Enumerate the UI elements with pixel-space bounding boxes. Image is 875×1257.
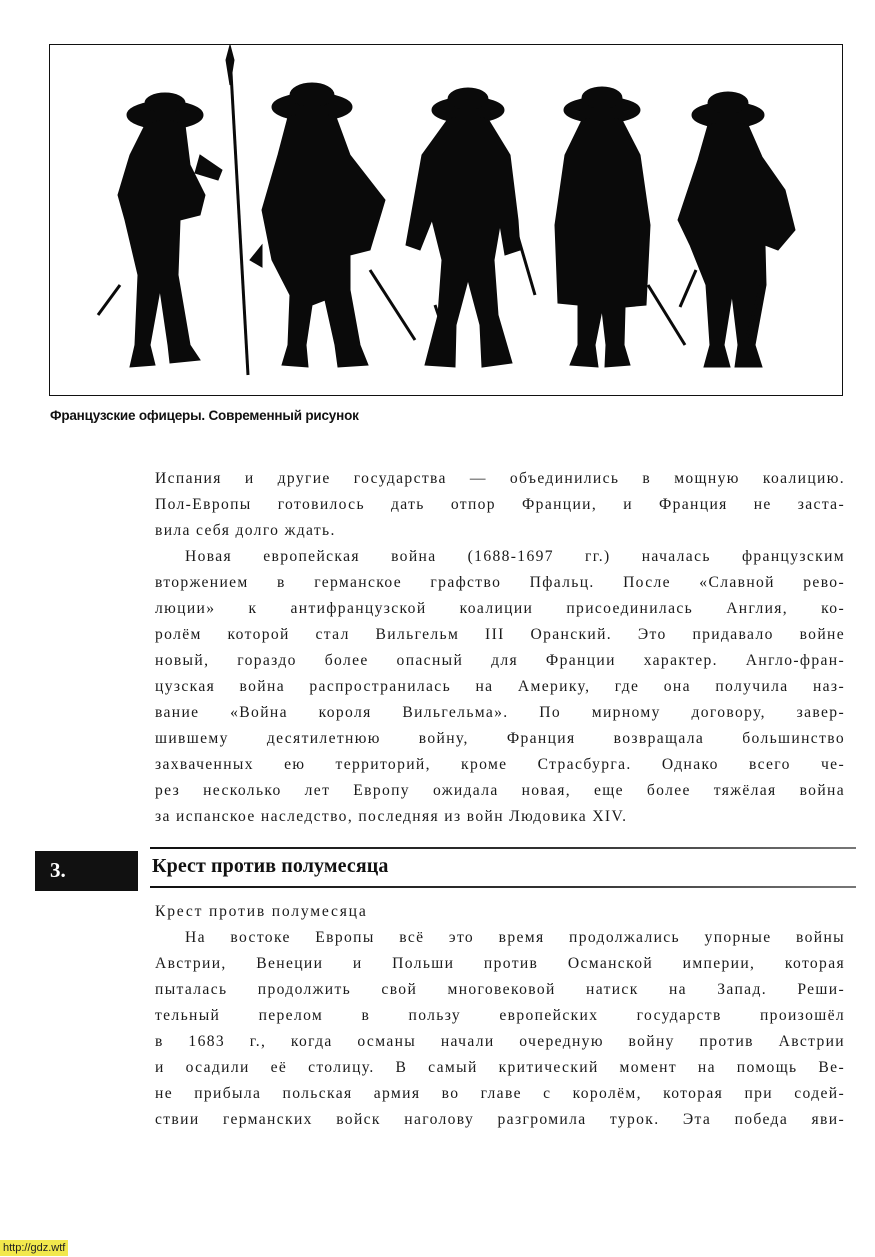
section-subtitle: Крест против полумесяца — [155, 903, 368, 920]
paragraphs-top — [155, 466, 845, 830]
text-line: пыталась продолжить свой многовековой натиск на Запад. Реши- — [155, 981, 845, 998]
text-line: Пол-Европы готовилось дать отпор Франции, и Франция не заста- — [155, 496, 845, 513]
officer-silhouette-1 — [98, 45, 248, 375]
text-line: Новая европейская война (1688-1697 гг.) началась французским — [185, 548, 845, 565]
text-line: новый, гораздо более опасный для Франции характер. Англо-фран- — [155, 652, 845, 669]
text-line: вторжением в германское графство Пфальц. После «Славной рево- — [155, 574, 845, 591]
text-line: в 1683 г., когда османы начали очередную войну против Австрии — [155, 1033, 845, 1050]
officer-silhouette-2 — [250, 83, 415, 367]
paragraphs-bottom — [155, 899, 845, 1133]
text-line: цузская война распространилась на Америку, где она получила наз- — [155, 678, 845, 695]
text-line: шившему десятилетнюю войну, Франция возвращала большинство — [155, 730, 845, 747]
officers-silhouettes — [50, 45, 843, 396]
text-line: Испания и другие государства — объединились в мощную коалицию. — [155, 470, 845, 487]
text-line: люции» к антифранцузской коалиции присоединилась Англия, ко- — [155, 600, 845, 617]
officer-silhouette-3 — [406, 88, 535, 367]
text-line: за испанское наследство, последняя из войн Людовика XIV. — [155, 808, 628, 825]
text-line: На востоке Европы всё это время продолжались упорные войны — [185, 929, 845, 946]
figure-illustration — [49, 44, 843, 396]
text-line: рез несколько лет Европу ожидала новая, еще более тяжёлая война — [155, 782, 845, 799]
text-line: Австрии, Венеции и Польши против Османской империи, которая — [155, 955, 845, 972]
section-rule-bottom — [150, 886, 856, 888]
section-number-badge: 3. — [35, 851, 138, 891]
text-line: тельный перелом в пользу европейских государств произошёл — [155, 1007, 845, 1024]
section-title: Крест против полумесяца — [152, 855, 389, 877]
text-line: не прибыла польская армия во главе с королём, которая при содей- — [155, 1085, 845, 1102]
officer-silhouette-5 — [678, 92, 795, 367]
officer-silhouette-4 — [555, 87, 685, 367]
text-line: вила себя долго ждать. — [155, 522, 336, 539]
source-link[interactable]: http://gdz.wtf — [0, 1240, 68, 1256]
text-line: захваченных ею территорий, кроме Страсбурга. Однако всего че- — [155, 756, 845, 773]
text-line: и осадили её столицу. В самый критический момент на помощь Ве- — [155, 1059, 845, 1076]
figure-caption: Французские офицеры. Современный рисунок — [50, 408, 359, 423]
text-line: ролём которой стал Вильгельм III Оранский. Это придавало войне — [155, 626, 845, 643]
text-line: вание «Война короля Вильгельма». По мирному договору, завер- — [155, 704, 845, 721]
section-rule-top — [150, 847, 856, 849]
text-line: ствии германских войск наголову разгромила турок. Эта победа яви- — [155, 1111, 845, 1128]
